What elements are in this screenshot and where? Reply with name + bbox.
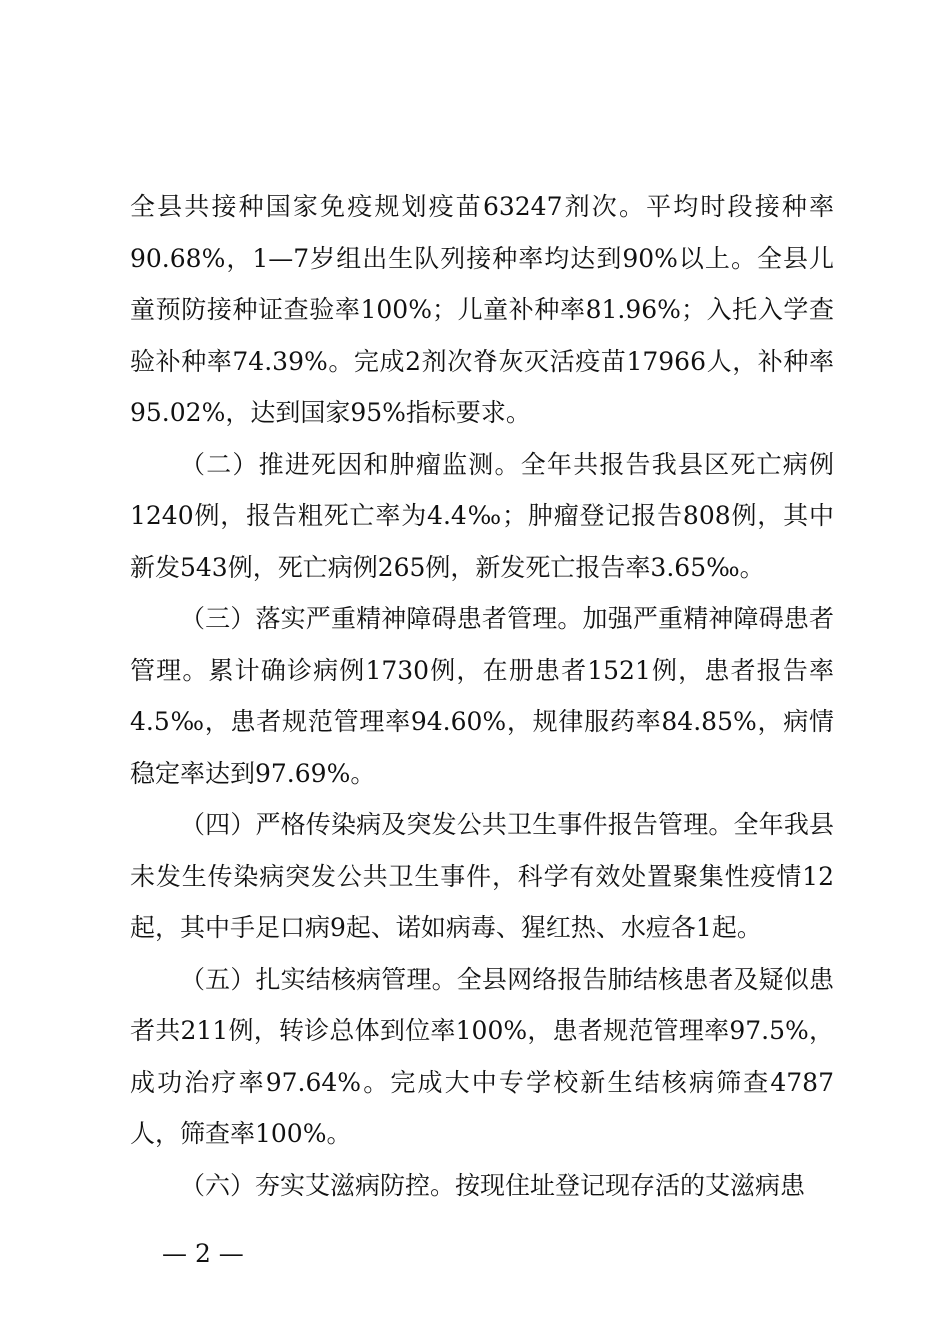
paragraph-death-tumor-monitoring: （二）推进死因和肿瘤监测。全年共报告我县区死亡病例1240例，报告粗死亡率为4.4‰；肿瘤登记报告808例，其中新发543例，死亡病例265例，新发死亡报告率3.65‰。	[130, 449, 834, 582]
paragraph-mental-disorder-management: （三）落实严重精神障碍患者管理。加强严重精神障碍患者管理。累计确诊病例1730例，在册患者1521例，患者报告率4.5‰，患者规范管理率94.60%，规律服药率84.85%，病情稳定率达到97.69%。	[130, 604, 834, 788]
page-number: — 2 —	[162, 1239, 244, 1268]
paragraph-immunization: 全县共接种国家免疫规划疫苗63247剂次。平均时段接种率90.68%，1—7岁组出生队列接种率均达到90%以上。全县儿童预防接种证查验率100%；儿童补种率81.96%；入托入学查验补种率74.39%。完成2剂次脊灰灭活疫苗17966人，补种率95.02%，达到国家95%指标要求。	[130, 192, 834, 427]
paragraph-aids-prevention: （六）夯实艾滋病防控。按现住址登记现存活的艾滋病患	[180, 1170, 806, 1200]
body-text	[130, 181, 834, 1211]
paragraph-infectious-disease-reporting: （四）严格传染病及突发公共卫生事件报告管理。全年我县未发生传染病突发公共卫生事件，科学有效处置聚集性疫情12起，其中手足口病9起、诺如病毒、猩红热、水痘各1起。	[130, 810, 834, 942]
paragraph-tuberculosis-management: （五）扎实结核病管理。全县网络报告肺结核患者及疑似患者共211例，转诊总体到位率100%，患者规范管理率97.5%，成功治疗率97.64%。完成大中专学校新生结核病筛查4787人，筛查率100%。	[130, 964, 834, 1148]
